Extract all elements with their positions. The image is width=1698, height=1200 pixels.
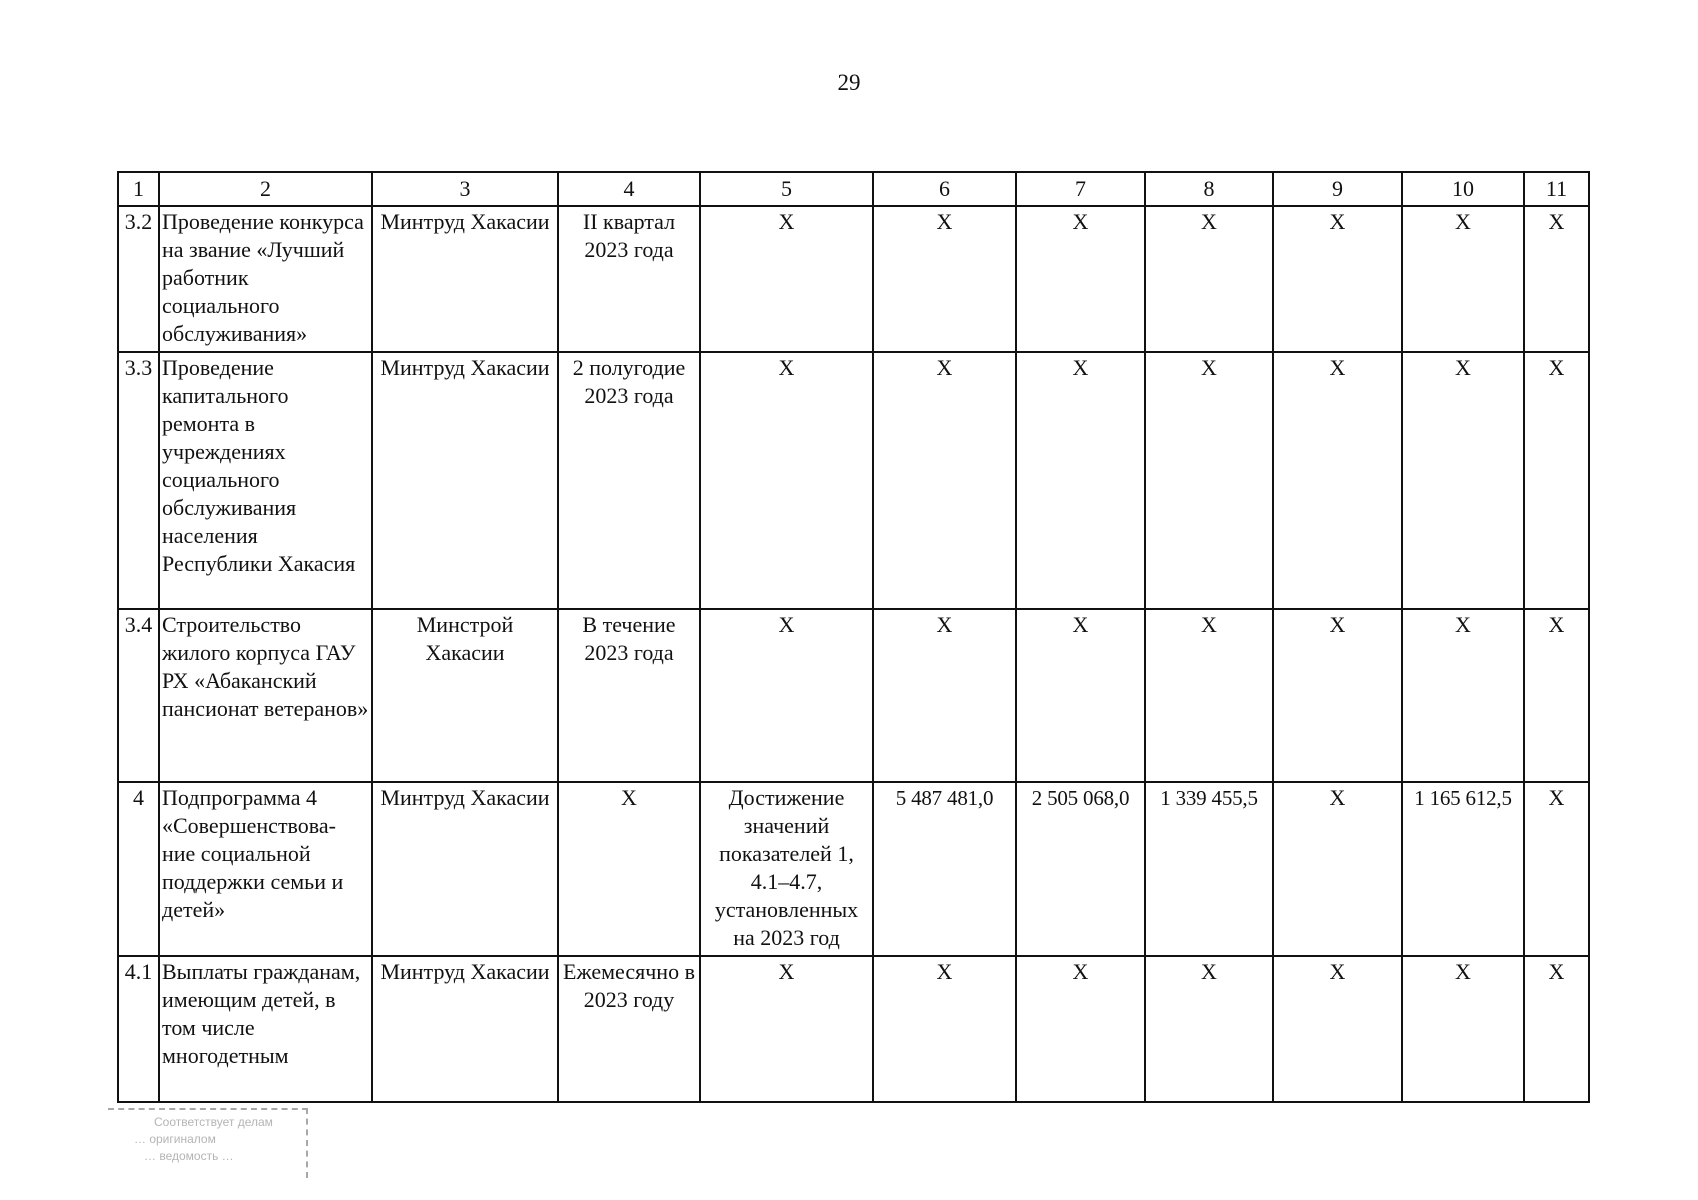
activity-name: Подпрограмма 4 «Совершенствова-ние социальной поддержки семьи и детей» (159, 782, 372, 956)
value-cell: X (1145, 206, 1273, 352)
plan-table (117, 171, 1590, 1103)
value-cell: X (1145, 956, 1273, 1102)
stamp-line: … ведомость … (144, 1149, 234, 1163)
executor: Минтруд Хакасии (372, 956, 558, 1102)
certification-stamp (108, 1108, 308, 1178)
header-cell: 6 (873, 172, 1016, 206)
activity-name: Проведение капитального ремонта в учреждениях социального обслуживания населения Республики Хакасия (159, 352, 372, 609)
row-number: 3.4 (118, 609, 159, 782)
period: 2 полугодие 2023 года (558, 352, 700, 609)
row-number: 4.1 (118, 956, 159, 1102)
value-cell: X (1402, 956, 1524, 1102)
executor: Минтруд Хакасии (372, 352, 558, 609)
header-cell: 5 (700, 172, 873, 206)
table-row (118, 352, 1589, 609)
value-cell: X (1273, 956, 1402, 1102)
header-cell: 7 (1016, 172, 1145, 206)
header-cell: 2 (159, 172, 372, 206)
table-row (118, 206, 1589, 352)
executor: Минстрой Хакасии (372, 609, 558, 782)
value-cell: X (1402, 206, 1524, 352)
result: X (700, 352, 873, 609)
value-cell: X (1402, 609, 1524, 782)
value-cell: X (1016, 352, 1145, 609)
value-cell: X (873, 352, 1016, 609)
value-cell: X (1145, 609, 1273, 782)
value-cell: X (1402, 352, 1524, 609)
period: В течение 2023 года (558, 609, 700, 782)
header-row (118, 172, 1589, 206)
period: II квартал 2023 года (558, 206, 700, 352)
value-cell: X (1273, 609, 1402, 782)
executor: Минтруд Хакасии (372, 782, 558, 956)
value-cell: 2 505 068,0 (1016, 782, 1145, 956)
value-cell: X (1273, 352, 1402, 609)
value-cell: X (1524, 352, 1589, 609)
activity-name: Проведение конкурса на звание «Лучший работник социального обслуживания» (159, 206, 372, 352)
value-cell: X (1524, 609, 1589, 782)
value-cell: X (873, 206, 1016, 352)
result: X (700, 609, 873, 782)
row-number: 4 (118, 782, 159, 956)
period: X (558, 782, 700, 956)
value-cell: X (1273, 782, 1402, 956)
activity-name: Выплаты гражданам, имеющим детей, в том числе многодетным (159, 956, 372, 1102)
value-cell: X (1016, 609, 1145, 782)
value-cell: 5 487 481,0 (873, 782, 1016, 956)
period: Ежемесячно в 2023 году (558, 956, 700, 1102)
header-cell: 8 (1145, 172, 1273, 206)
header-cell: 11 (1524, 172, 1589, 206)
table-row (118, 609, 1589, 782)
header-cell: 1 (118, 172, 159, 206)
stamp-line: … оригиналом (134, 1132, 216, 1146)
row-number: 3.3 (118, 352, 159, 609)
result: X (700, 206, 873, 352)
stamp-line: Соответствует делам (154, 1115, 273, 1129)
value-cell: X (1016, 206, 1145, 352)
value-cell: X (1524, 782, 1589, 956)
result: X (700, 956, 873, 1102)
table-row (118, 782, 1589, 956)
value-cell: X (1145, 352, 1273, 609)
row-number: 3.2 (118, 206, 159, 352)
activity-name: Строительство жилого корпуса ГАУ РХ «Абаканский пансионат ветеранов» (159, 609, 372, 782)
value-cell: 1 339 455,5 (1145, 782, 1273, 956)
page-number: 29 (837, 70, 861, 95)
value-cell: 1 165 612,5 (1402, 782, 1524, 956)
header-cell: 3 (372, 172, 558, 206)
value-cell: X (873, 956, 1016, 1102)
table-row (118, 956, 1589, 1102)
header-cell: 4 (558, 172, 700, 206)
value-cell: X (873, 609, 1016, 782)
value-cell: X (1273, 206, 1402, 352)
result: Достижение значений показателей 1, 4.1–4.7, установленных на 2023 год (700, 782, 873, 956)
header-cell: 10 (1402, 172, 1524, 206)
value-cell: X (1524, 956, 1589, 1102)
header-cell: 9 (1273, 172, 1402, 206)
executor: Минтруд Хакасии (372, 206, 558, 352)
value-cell: X (1524, 206, 1589, 352)
value-cell: X (1016, 956, 1145, 1102)
